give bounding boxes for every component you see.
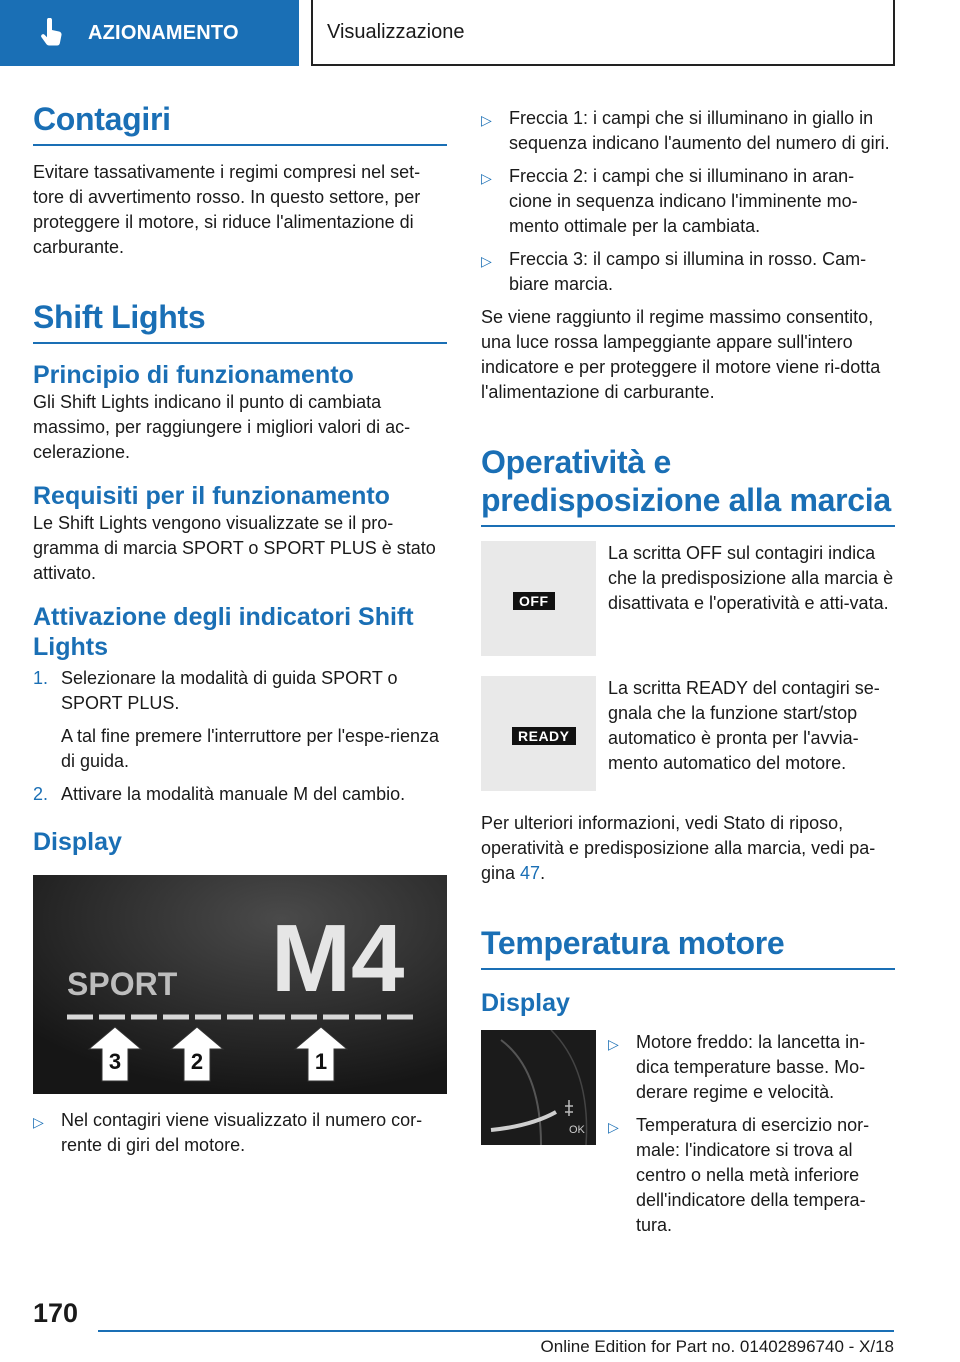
text-requisiti: Le Shift Lights vengono visualizzate se il pro-gramma di marcia SPORT o SPORT PLUS è stato attivato. bbox=[33, 513, 436, 583]
right-column bbox=[481, 106, 895, 1246]
footer-edition: Online Edition for Part no. 01402896740 - X/18 bbox=[540, 1337, 894, 1356]
figure-off-text: La scritta OFF sul contagiri indica che la predisposizione alla marcia è disattivata e l'operatività e atti-vata. bbox=[608, 543, 894, 613]
text-principio: Gli Shift Lights indicano il punto di cambiata massimo, per raggiungere i migliori valori di ac-celerazione. bbox=[33, 392, 411, 462]
list-item bbox=[608, 1030, 895, 1105]
hand-pointer-icon bbox=[38, 18, 66, 48]
heading-operativita: Operatività e predisposizione alla marcia bbox=[481, 443, 895, 527]
info-end: . bbox=[540, 863, 546, 883]
figure-ready bbox=[481, 676, 895, 791]
off-tag: OFF bbox=[513, 592, 555, 610]
subsection-title: Visualizzazione bbox=[327, 20, 465, 43]
list-item bbox=[481, 164, 895, 239]
ready-thumbnail bbox=[481, 676, 596, 791]
list-item bbox=[33, 782, 447, 807]
figure-off bbox=[481, 541, 895, 656]
heading-temperatura: Temperatura motore bbox=[481, 924, 895, 970]
triangle-bullet-icon: ▷ bbox=[481, 253, 492, 269]
bullet-text: Motore freddo: la lancetta in-dica temperature basse. Mo-derare regime e velocità. bbox=[636, 1032, 866, 1102]
heading-contagiri: Contagiri bbox=[33, 100, 447, 146]
heading-shift-lights: Shift Lights bbox=[33, 298, 447, 344]
temp-section bbox=[481, 1030, 895, 1246]
triangle-bullet-icon: ▷ bbox=[481, 112, 492, 128]
triangle-bullet-icon: ▷ bbox=[608, 1119, 619, 1135]
arrow-label: 2 bbox=[190, 1049, 204, 1074]
list-item bbox=[33, 1108, 447, 1158]
triangle-bullet-icon: ▷ bbox=[481, 170, 492, 186]
list-item bbox=[481, 247, 895, 297]
subsection-header bbox=[311, 0, 895, 66]
triangle-bullet-icon: ▷ bbox=[33, 1114, 44, 1130]
section-tab[interactable] bbox=[0, 0, 299, 66]
step-number: 1. bbox=[33, 668, 49, 688]
page-link[interactable]: 47 bbox=[520, 863, 541, 883]
triangle-bullet-icon: ▷ bbox=[608, 1036, 619, 1052]
dashboard-illustration bbox=[33, 875, 447, 1094]
arrow-label: 3 bbox=[108, 1049, 122, 1074]
step-number: 2. bbox=[33, 784, 49, 804]
bullet-text: Temperatura di esercizio nor-male: l'indicatore si trova al centro o nella metà inferiore dell'indicatore della tempera-tura. bbox=[636, 1115, 870, 1235]
section-title: AZIONAMENTO bbox=[88, 21, 239, 44]
heading-display-2: Display bbox=[481, 989, 570, 1017]
page-number: 170 bbox=[33, 1298, 79, 1328]
heading-attivazione: Attivazione degli indicatori Shift Lights bbox=[33, 603, 414, 661]
bullet-text: Freccia 1: i campi che si illuminano in giallo in sequenza indicano l'aumento del numero di giri. bbox=[509, 108, 890, 153]
temp-bullets bbox=[608, 1030, 895, 1246]
list-item bbox=[608, 1113, 895, 1238]
list-item bbox=[481, 106, 895, 156]
dashboard-image bbox=[33, 875, 447, 1094]
gauge-ok-label: OK bbox=[569, 1124, 585, 1136]
left-column bbox=[33, 100, 447, 1166]
footer-divider bbox=[98, 1330, 894, 1332]
figure-ready-text: La scritta READY del contagiri se-gnala che la funzione start/stop automatico è pronta per l'avvia-mento automatico del motore. bbox=[608, 678, 880, 773]
steps-list bbox=[33, 666, 447, 807]
temp-gauge-image bbox=[481, 1030, 596, 1145]
bullet-text: Freccia 2: i campi che si illuminano in aran-cione in sequenza indicano l'imminente mo-mento ottimale per la cambiata. bbox=[509, 166, 858, 236]
dash-gear-text: M4 bbox=[271, 905, 405, 1012]
arrow-label: 1 bbox=[314, 1049, 328, 1074]
text-ulteriori-info bbox=[481, 811, 895, 886]
heading-requisiti: Requisiti per il funzionamento bbox=[33, 482, 390, 510]
bullet-text: Freccia 3: il campo si illumina in rosso. Cam-biare marcia. bbox=[509, 249, 867, 294]
list-item bbox=[33, 666, 447, 774]
heading-display: Display bbox=[33, 828, 122, 856]
step-subtext: A tal fine premere l'interruttore per l'espe-rienza di guida. bbox=[61, 726, 440, 771]
off-thumbnail bbox=[481, 541, 596, 656]
dash-mode-text: SPORT bbox=[67, 966, 178, 1002]
text-regime-massimo: Se viene raggiunto il regime massimo consentito, una luce rossa lampeggiante appare sull'intero indicatore e per proteggere il motore viene ri-dotta l'alimentazione di carburante. bbox=[481, 307, 881, 402]
info-text: Per ulteriori informazioni, vedi Stato di riposo, operatività e predisposizione alla marcia, vedi pa-gina bbox=[481, 813, 876, 883]
step-text: Selezionare la modalità di guida SPORT o SPORT PLUS. bbox=[61, 668, 398, 713]
text-contagiri: Evitare tassativamente i regimi compresi nel set-tore di avvertimento rosso. In questo settore, per proteggere il motore, si riduce l'alimentazione di carburante. bbox=[33, 162, 421, 257]
ready-tag: READY bbox=[512, 727, 576, 745]
bullet-text: Nel contagiri viene visualizzato il numero cor-rente di giri del motore. bbox=[61, 1110, 423, 1155]
step-text: Attivare la modalità manuale M del cambio. bbox=[61, 784, 406, 804]
heading-principio: Principio di funzionamento bbox=[33, 361, 354, 389]
